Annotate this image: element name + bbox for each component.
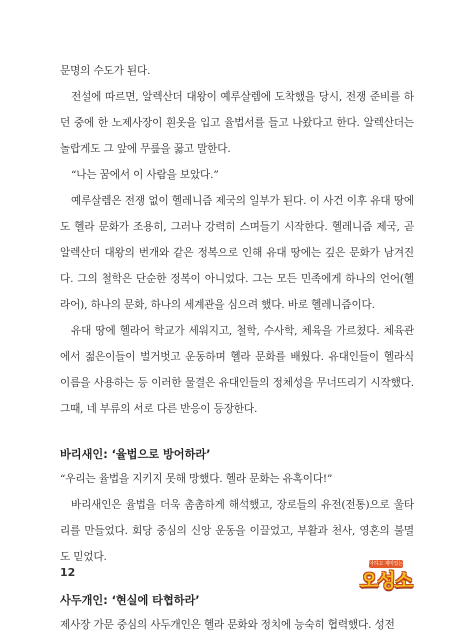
pharisees-body: 바리새인은 율법을 더욱 촘촘하게 해석했고, 장로들의 유전(전통)으로 울타리를 만들었다. 회당 중심의 신앙 운동을 이끌었고, 부활과 천사, 영혼의 불멸도 믿었다. bbox=[60, 499, 414, 563]
section-heading-sadducees: 사두개인: ‘현실에 타협하라’ bbox=[60, 594, 200, 607]
page-content bbox=[60, 58, 414, 638]
sadducees-body: 제사장 가문 중심의 사두개인은 헬라 문화와 정치에 능숙히 협력했다. 성전 bbox=[60, 619, 395, 631]
paragraph-2: 전설에 따르면, 알렉산더 대왕이 예루살렘에 도착했을 당시, 전쟁 준비를 하던 중에 한 노제사장이 흰옷을 입고 율법서를 들고 나왔다고 한다. 알렉산더는 놀랍게도 그 앞에 무릎을 꿇고 말한다. bbox=[60, 91, 414, 155]
paragraph-1: 문명의 수도가 된다. bbox=[60, 65, 151, 77]
logo-top-text: 아하고 재미있는 bbox=[369, 561, 403, 567]
page-number: 12 bbox=[60, 566, 76, 579]
pharisees-quote: “우리는 율법을 지키지 못해 망했다. 헬라 문화는 유혹이다!” bbox=[60, 473, 333, 485]
section-spacer bbox=[60, 422, 414, 444]
paragraph-5: 유대 땅에 헬라어 학교가 세워지고, 철학, 수사학, 체육을 가르쳤다. 체육관에서 젊은이들이 벌거벗고 운동하며 헬라 문화를 배웠다. 유대인들이 헬라식 이름을 사용하는 등 이러한 물결은 유대인들의 정체성을 무너뜨리기 시작했다. 그때, 네 부류의 서로 다른 반응이 등장한다. bbox=[60, 325, 414, 415]
publisher-logo bbox=[353, 560, 419, 596]
paragraph-3-quote: “나는 꿈에서 이 사람을 보았다.” bbox=[71, 169, 219, 181]
section-heading-pharisees: 바리새인: ‘율법으로 방어하라’ bbox=[60, 448, 211, 461]
logo-main-text: 오성소 bbox=[359, 570, 413, 592]
paragraph-4: 예루살렘은 전쟁 없이 헬레니즘 제국의 일부가 된다. 이 사건 이후 유대 땅에도 헬라 문화가 조용히, 그러나 강력히 스며들기 시작한다. 헬레니즘 제국, 곧 알렉산더 대왕의 번개와 같은 정복으로 인해 유대 땅에는 깊은 문화가 남겨진다. 그의 철학은 단순한 정복이 아니었다. 그는 모든 민족에게 하나의 언어(헬라어), 하나의 문화, 하나의 세계관을 심으려 했다. 바로 헬레니즘이다. bbox=[60, 195, 414, 311]
